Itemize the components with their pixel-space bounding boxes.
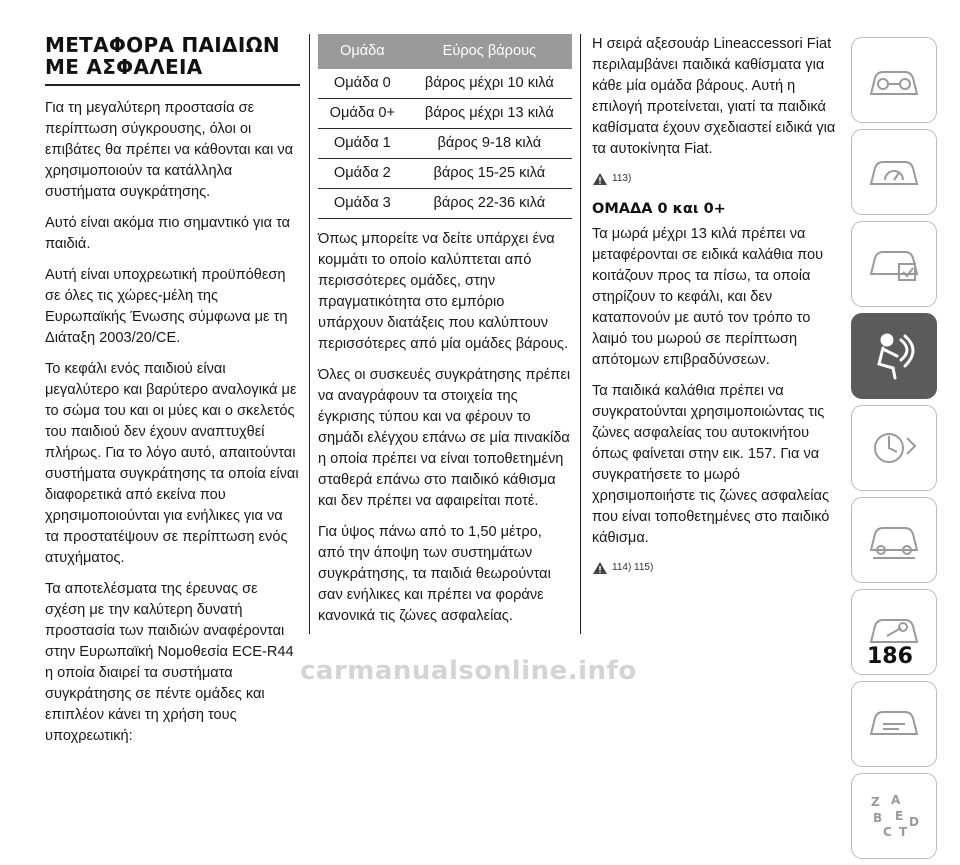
page-number: 186 [867, 644, 913, 669]
table-cell: Ομάδα 0+ [318, 99, 407, 129]
column-1 [45, 34, 300, 757]
paragraph: Για τη μεγαλύτερη προστασία σε περίπτωση σύγκρουσης, όλοι οι επιβάτες θα πρέπει να κάθονται και να χρησιμοποιούν τα κατάλληλα συστήματα συγκράτησης. [45, 100, 294, 200]
paragraph: Τα μωρά μέχρι 13 κιλά πρέπει να μεταφέρονται σε ειδικά καλάθια που κοιτάζουν προς τα πίσω, τα οποία στηρίζουν το κεφάλι, και δεν καταπονούν με αυτό τον τρόπο το λαιμό του μωρού σε περίπτωση απότομων επιβραδύνσεων. [592, 226, 824, 368]
table-cell: βάρος μέχρι 13 κιλά [407, 99, 572, 129]
column-3 [592, 34, 842, 588]
table-cell: βάρος 15-25 κιλά [407, 159, 572, 189]
car-speedometer-icon [865, 146, 923, 198]
tab-car-dashboard[interactable] [851, 37, 937, 123]
warning-icon [592, 561, 608, 575]
title-rule [45, 84, 300, 86]
reference-number: 113) [612, 173, 632, 184]
table-cell: βάρος 9-18 κιλά [407, 129, 572, 159]
warning-reference [592, 168, 842, 189]
tab-car-speedometer[interactable] [851, 129, 937, 215]
table-cell: βάρος μέχρι 10 κιλά [407, 69, 572, 99]
table-cell: Ομάδα 2 [318, 159, 407, 189]
svg-text:D: D [909, 815, 919, 829]
table-header-group: Ομάδα [318, 34, 407, 69]
paragraph: Το κεφάλι ενός παιδιού είναι μεγαλύτερο και βαρύτερο αναλογικά με το σώμα του και οι μύες και ο σκελετός του παιδιού δεν έχουν αναπτυχθεί πλήρως. Για το λόγο αυτό, απαιτούνται συστήματα συγκράτησης τα οποία είναι διαφορετικά από εκείνα που χρησιμοποιούνται για ενήλικες για να τα προστατέψουν σε περίπτωση ενός ατυχήματος. [45, 361, 299, 566]
tab-alphabet-index[interactable] [851, 773, 937, 859]
paragraph: Όλες οι συσκευές συγκράτησης πρέπει να αναγράφουν τα στοιχεία της έγκρισης τύπου και να φέρουν το σημάδι ελέγχου επάνω σε μία πινακίδα η οποία πρέπει να είναι τοποθετημένη σταθερά επάνω στο παιδικό κάθισμα και δεν πρέπει να αφαιρείται ποτέ. [318, 367, 571, 509]
car-spec-icon [865, 698, 923, 750]
table-cell: Ομάδα 0 [318, 69, 407, 99]
table-row [318, 189, 572, 219]
paragraph: Αυτό είναι ακόμα πιο σημαντικό για τα παιδιά. [45, 215, 291, 252]
chapter-tabs [851, 37, 937, 865]
watermark: carmanualsonline.info [300, 656, 637, 686]
table-row [318, 69, 572, 99]
table-cell: Ομάδα 1 [318, 129, 407, 159]
tab-car-road[interactable] [851, 497, 937, 583]
tab-car-spec[interactable] [851, 681, 937, 767]
table-cell: βάρος 22-36 κιλά [407, 189, 572, 219]
table-cell: Ομάδα 3 [318, 189, 407, 219]
table-row [318, 129, 572, 159]
svg-text:A: A [891, 793, 901, 807]
section-heading: ΟΜΑΔΑ 0 και 0+ [592, 201, 726, 217]
page-title: ΜΕΤΑΦΟΡΑ ΠΑΙΔΙΩΝ ΜΕ ΑΣΦΑΛΕΙΑ [45, 33, 280, 79]
paragraph: Όπως μπορείτε να δείτε υπάρχει ένα κομμάτι το οποίο καλύπτεται από περισσότερες ομάδες, στην πραγματικότητα στο εμπόριο υπάρχουν διατάξεις που καλύπτουν περισσότερες από μία ομάδες βάρους. [318, 231, 569, 352]
column-divider [580, 34, 581, 634]
paragraph: Τα παιδικά καλάθια πρέπει να συγκρατούνται χρησιμοποιώντας τις ζώνες ασφαλείας του αυτοκινήτου όπως φαίνεται στην εικ. 157. Για να συγκρατήσετε το μωρό χρησιμοποιήστε τις ζώνες ασφαλείας που είναι τοποθετημένες στο παιδικό κάθισμα. [592, 383, 830, 546]
paragraph: Αυτή είναι υποχρεωτική προϋπόθεση σε όλες τις χώρες-μέλη της Ευρωπαϊκής Ένωσης σύμφωνα με τη Διάταξη 2003/20/CE. [45, 267, 288, 346]
warning-reference [592, 557, 842, 578]
column-divider [309, 34, 310, 634]
warning-icon [592, 172, 608, 186]
paragraph: Η σειρά αξεσουάρ Lineaccessori Fiat περιλαμβάνει παιδικά καθίσματα για κάθε μία ομάδα βάρους. Αυτή η επιλογή προτείνεται, γιατί τα παιδικά καθίσματα έχουν σχεδιαστεί ειδικά για τα αυτοκίνητα Fiat. [592, 36, 836, 157]
table-row [318, 99, 572, 129]
column-2 [318, 34, 572, 637]
table-header-weight: Εύρος βάρους [407, 34, 572, 69]
car-warning-icon [865, 238, 923, 290]
car-road-icon [865, 514, 923, 566]
airbag-seat-icon [865, 330, 923, 382]
tab-car-warning[interactable] [851, 221, 937, 307]
car-start-icon [865, 422, 923, 474]
tab-car-start[interactable] [851, 405, 937, 491]
weight-groups-table [318, 34, 572, 219]
paragraph: Τα αποτελέσματα της έρευνας σε σχέση με την καλύτερη δυνατή προστασία των παιδιών αναφέρονται στην Ευρωπαϊκή Νομοθεσία ECE-R44 η οποία διαιρεί τα συστήματα συγκράτησης σε πέντε ομάδες και επιπλέον κάνει τη χρήση τους υποχρεωτική: [45, 581, 294, 744]
svg-text:C: C [883, 825, 892, 839]
alphabet-index-icon [865, 790, 923, 842]
car-dashboard-icon [865, 54, 923, 106]
svg-text:T: T [899, 825, 908, 839]
table-row [318, 159, 572, 189]
svg-text:E: E [895, 809, 904, 823]
reference-number: 114) 115) [612, 562, 654, 573]
svg-text:Z: Z [871, 795, 880, 809]
paragraph: Για ύψος πάνω από το 1,50 μέτρο, από την άποψη των συστημάτων συγκράτησης, τα παιδιά θεωρούνται σαν ενήλικες και πρέπει να φοράνε κανονικά τις ζώνες ασφαλείας. [318, 524, 551, 624]
svg-text:B: B [873, 811, 883, 825]
tab-child-safety[interactable] [851, 313, 937, 399]
